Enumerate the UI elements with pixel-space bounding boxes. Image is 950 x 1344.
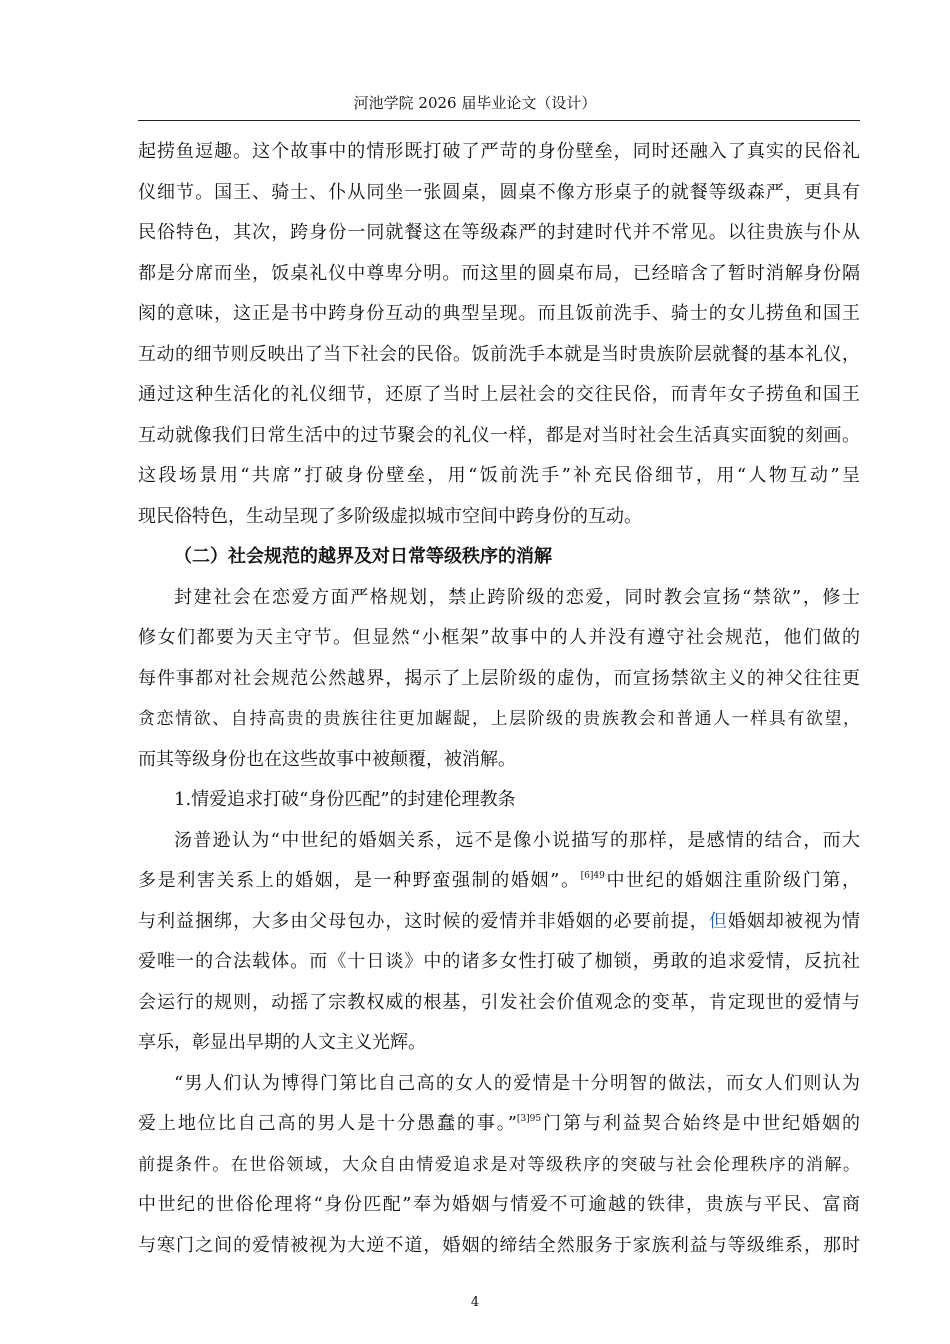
- paragraph-line: 这段场景用“共席”打破身份壁垒，用“饭前洗手”补充民俗细节，用“人物互动”呈: [138, 465, 860, 486]
- paragraph-line: [138, 902, 860, 943]
- paragraph-line: 修女们都要为天主守节。但显然“小框架”故事中的人并没有遵守社会规范，他们做的: [138, 627, 860, 648]
- paragraph-line: 每件事都对社会规范公然越界，揭示了上层阶级的虚伪，而宣扬禁欲主义的神父往往更: [138, 667, 860, 689]
- line-text: 爱上地位比自己高的男人是十分愚蠢的事。”: [138, 1113, 517, 1134]
- paragraph-line: 会运行的规则，动摇了宗教权威的根基，引发社会价值观念的变革，肯定现世的爱情与: [138, 991, 860, 1013]
- line-text: 中世纪的婚姻注重阶级门第，: [604, 870, 861, 891]
- section-heading: （二）社会规范的越界及对日常等级秩序的消解: [174, 546, 552, 567]
- line-text: 多是利害关系上的婚姻，是一种野蛮强制的婚姻”。: [138, 870, 581, 891]
- highlighted-character: 但: [708, 910, 728, 932]
- paragraph-line: 汤普逊认为“中世纪的婚姻关系，远不是像小说描写的那样，是感情的结合，而大: [174, 829, 860, 851]
- paragraph-line: 封建社会在恋爱方面严格规划，禁止跨阶级的恋爱，同时教会宣扬“禁欲”，修士: [174, 586, 860, 608]
- paragraph-line: [138, 1104, 860, 1145]
- paragraph-line: 阂的意味，这正是书中跨身份互动的典型呈现。而且饭前洗手、骑士的女儿捞鱼和国王: [138, 303, 860, 324]
- paragraph-line: 民俗特色，其次，跨身份一同就餐这在等级森严的封建时代并不常见。以往贵族与仆从: [138, 222, 860, 243]
- paragraph-line: 贪恋情欲、自持高贵的贵族往往更加龌龊，上层阶级的贵族教会和普通人一样具有欲望，: [138, 709, 860, 729]
- line-text: 与利益捆绑，大多由父母包办，这时候的爱情并非婚姻的必要前提，: [138, 910, 709, 932]
- paragraph-line: 互动的细节则反映出了当下社会的民俗。饭前洗手本就是当时贵族阶层就餐的基本礼仪，: [138, 343, 860, 365]
- page-body: [138, 132, 860, 1266]
- paragraph-line: 通过这种生活化的礼仪细节，还原了当时上层社会的交往民俗，而青年女子捞鱼和国王: [138, 384, 860, 405]
- paragraph-line: [138, 861, 860, 902]
- paragraph-line: 起捞鱼逗趣。这个故事中的情形既打破了严苛的身份壁垒，同时还融入了真实的民俗礼: [138, 141, 860, 162]
- page-number: 4: [470, 1295, 480, 1310]
- paragraph-line: 仪细节。国王、骑士、仆从同坐一张圆桌，圆桌不像方形桌子的就餐等级森严，更具有: [138, 181, 860, 203]
- header-rule: [138, 120, 860, 121]
- paragraph-line: 而其等级身份也在这些故事中被颠覆，被消解。: [138, 748, 516, 770]
- line-text: 门第与利益契合始终是中世纪婚姻的: [541, 1113, 861, 1134]
- paragraph-line: 享乐，彰显出早期的人文主义光辉。: [138, 1032, 426, 1053]
- paragraph-line: 与寒门之间的爱情被视为大逆不道，婚姻的缔结全然服务于家族利益与等级维系，那时: [138, 1234, 860, 1256]
- paragraph-line: 中世纪的世俗伦理将“身份匹配”奉为婚姻与情爱不可逾越的铁律，贵族与平民、富商: [138, 1194, 860, 1215]
- paragraph-line: 都是分席而坐，饭桌礼仪中尊卑分明。而这里的圆桌布局，已经暗含了暂时消解身份隔: [138, 262, 860, 284]
- paragraph-line: 现民俗特色，生动呈现了多阶级虚拟城市空间中跨身份的互动。: [138, 505, 642, 527]
- paragraph-line: 前提条件。在世俗领域，大众自由情爱追求是对等级秩序的突破与社会伦理秩序的消解。: [138, 1154, 860, 1175]
- running-header: 河池学院 2026 届毕业论文（设计）: [353, 94, 597, 112]
- line-text: 婚姻却被视为情: [727, 910, 861, 932]
- paragraph-line: 爱唯一的合法载体。而《十日谈》中的诸多女性打破了枷锁，勇敢的追求爱情，反抗社: [138, 951, 860, 972]
- citation-marker: [6]49: [580, 871, 605, 881]
- paragraph-line: 互动就像我们日常生活中的过节聚会的礼仪一样，都是对当时社会生活真实面貌的刻画。: [138, 424, 860, 446]
- paragraph-line: “男人们认为博得门第比自己高的女人的爱情是十分明智的做法，而女人们则认为: [174, 1072, 860, 1094]
- citation-marker: [3]95: [516, 1114, 542, 1124]
- subsection-heading: 1.情爱追求打破“身份匹配”的封建伦理教条: [174, 789, 516, 810]
